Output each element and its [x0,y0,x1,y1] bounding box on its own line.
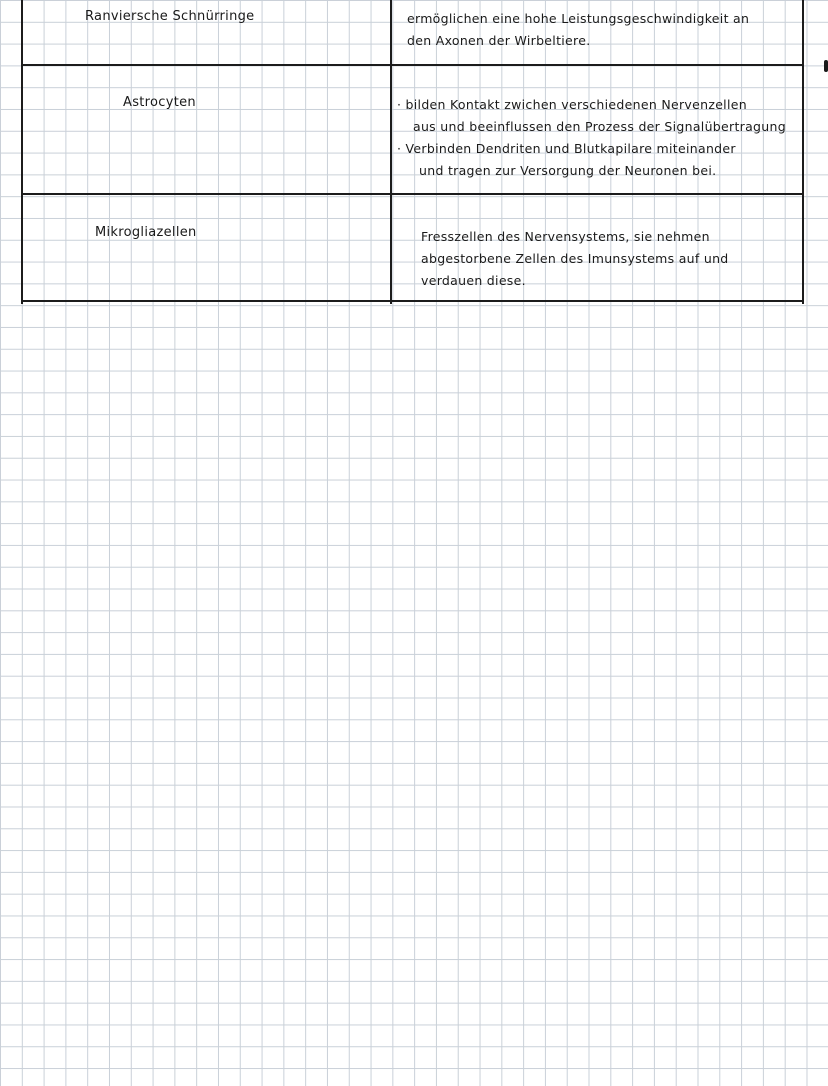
term-mikrogliazellen: Mikrogliazellen [95,225,197,240]
description-line: den Axonen der Wirbeltiere. [407,33,591,48]
table-border-row-1 [21,64,804,66]
notes-table [21,0,804,304]
description-line: Fresszellen des Nervensystems, sie nehmen [421,229,710,244]
description-mikrogliazellen [421,226,729,292]
table-border-middle [390,0,392,304]
description-line: ermöglichen eine hohe Leistungsgeschwindigkeit an [407,11,750,26]
term-ranviersche-schnuerringe: Ranviersche Schnürringe [85,9,255,24]
table-border-row-2 [21,193,804,195]
table-border-right [802,0,804,304]
description-line: und tragen zur Versorgung der Neuronen bei. [419,163,717,178]
description-astrocyten [397,94,786,182]
description-line: aus und beeinflussen den Prozess der Signalübertragung [413,119,786,134]
description-line: abgestorbene Zellen des Imunsystems auf und [421,251,729,266]
term-astrocyten: Astrocyten [123,95,196,110]
margin-mark [824,60,828,72]
description-line: verdauen diese. [421,273,526,288]
description-line: · bilden Kontakt zwichen verschiedenen Nervenzellen [397,97,747,112]
table-border-left [21,0,23,304]
table-border-bottom [21,300,804,302]
description-ranviersche-schnuerringe [407,8,749,52]
description-line: · Verbinden Dendriten und Blutkapilare miteinander [397,141,736,156]
